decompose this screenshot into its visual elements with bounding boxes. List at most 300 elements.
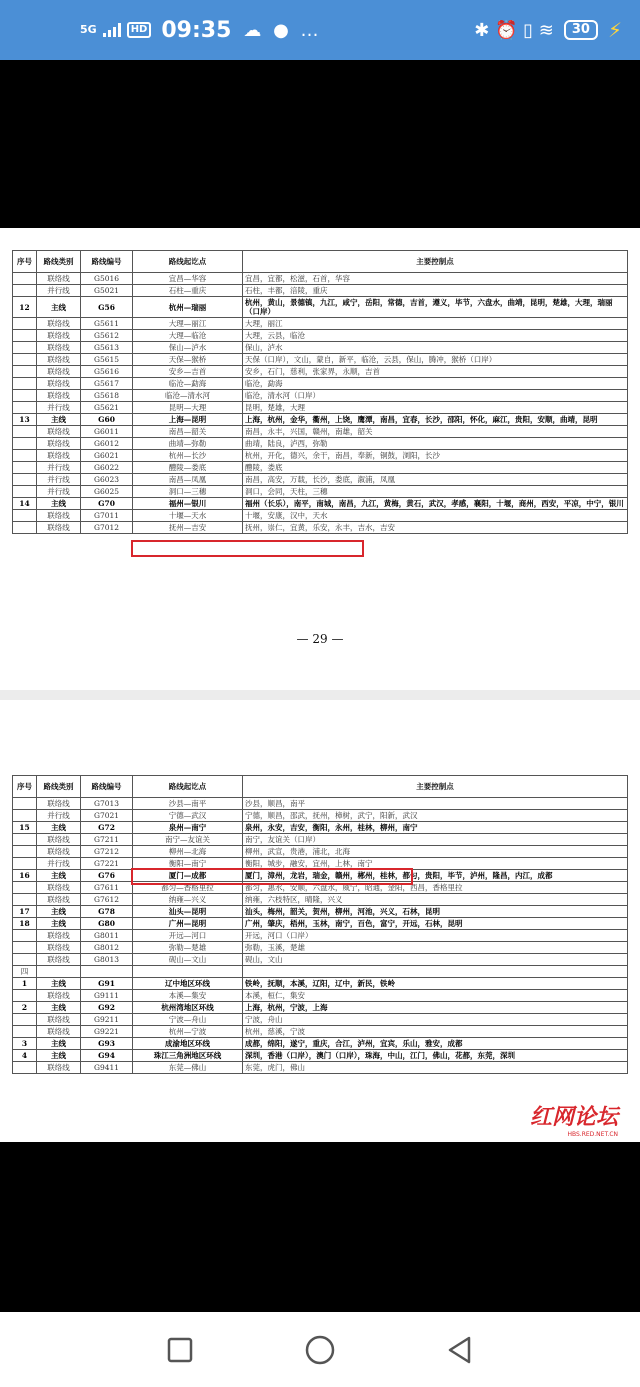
cell-type: 主线: [37, 978, 81, 990]
cell-route: 临沧—勐海: [133, 378, 243, 390]
cell-type: 并行线: [37, 285, 81, 297]
cell-no: [13, 882, 37, 894]
cell-no: 17: [13, 906, 37, 918]
cell-route: 汕头—昆明: [133, 906, 243, 918]
cell-points: 东莞，虎门，佛山: [243, 1062, 628, 1074]
cell-no: [13, 318, 37, 330]
col-header-route: 路线起讫点: [133, 776, 243, 798]
cell-code: G94: [81, 1050, 133, 1062]
cell-points: 宁德，顺昌，邵武，抚州，樟树，武宁，阳新，武汉: [243, 810, 628, 822]
cell-code: G5615: [81, 354, 133, 366]
cell-route: 杭州—宁波: [133, 1026, 243, 1038]
cell-route: 十堰—天水: [133, 510, 243, 522]
cell-route: 大理—丽江: [133, 318, 243, 330]
cell-points: [243, 966, 628, 978]
highlight-box: [131, 868, 413, 885]
cell-no: [13, 450, 37, 462]
cell-no: 14: [13, 498, 37, 510]
cell-code: G9111: [81, 990, 133, 1002]
cell-code: G8011: [81, 930, 133, 942]
cell-type: 联络线: [37, 354, 81, 366]
cell-no: [13, 462, 37, 474]
table-row: [13, 906, 628, 918]
cell-no: [13, 846, 37, 858]
cell-route: 醴陵—娄底: [133, 462, 243, 474]
cell-no: [13, 366, 37, 378]
cell-code: G76: [81, 870, 133, 882]
cell-type: [37, 966, 81, 978]
cell-no: [13, 438, 37, 450]
cell-code: G7221: [81, 858, 133, 870]
cell-points: 洞口，会同，天柱，三穗: [243, 486, 628, 498]
cell-points: 大理，云县，临沧: [243, 330, 628, 342]
cell-type: 联络线: [37, 846, 81, 858]
cell-code: G6023: [81, 474, 133, 486]
table-row: [13, 966, 628, 978]
table-row: [13, 342, 628, 354]
cell-points: 成都，绵阳，遂宁，重庆，合江，泸州，宜宾，乐山，雅安，成都: [243, 1038, 628, 1050]
cell-type: 并行线: [37, 858, 81, 870]
cell-no: 2: [13, 1002, 37, 1014]
cell-type: 联络线: [37, 522, 81, 534]
col-header-no: 序号: [13, 251, 37, 273]
cell-points: 昆明，楚雄，大理: [243, 402, 628, 414]
table-row: [13, 954, 628, 966]
table-row: [13, 798, 628, 810]
cell-type: 联络线: [37, 894, 81, 906]
cell-type: 主线: [37, 822, 81, 834]
cell-route: 本溪—集安: [133, 990, 243, 1002]
hd-badge: HD: [127, 22, 152, 38]
cell-no: [13, 1014, 37, 1026]
cell-no: 18: [13, 918, 37, 930]
cell-route: 南昌—韶关: [133, 426, 243, 438]
cell-code: G80: [81, 918, 133, 930]
table-row: [13, 510, 628, 522]
cell-route: 曲靖—弥勒: [133, 438, 243, 450]
cell-code: G93: [81, 1038, 133, 1050]
table-row: [13, 1038, 628, 1050]
cell-route: 南昌—凤凰: [133, 474, 243, 486]
cell-type: 主线: [37, 870, 81, 882]
cell-type: 联络线: [37, 1062, 81, 1074]
cell-points: 杭州，慈溪，宁波: [243, 1026, 628, 1038]
cell-points: 砚山，文山: [243, 954, 628, 966]
table-row: [13, 318, 628, 330]
cell-no: [13, 798, 37, 810]
cell-type: 联络线: [37, 834, 81, 846]
highlight-box: [131, 540, 364, 557]
cell-route: 石柱—重庆: [133, 285, 243, 297]
cell-type: 联络线: [37, 318, 81, 330]
status-bar: [0, 0, 640, 60]
table-row: [13, 1026, 628, 1038]
system-icons: ✱ ⏰ ▯ ≋: [474, 19, 554, 41]
cell-type: 联络线: [37, 990, 81, 1002]
cell-route: 都匀—香格里拉: [133, 882, 243, 894]
table-row: [13, 486, 628, 498]
cell-no: [13, 390, 37, 402]
watermark-logo: [530, 1100, 618, 1138]
cell-type: 联络线: [37, 798, 81, 810]
cell-points: 弥勒，玉溪，楚雄: [243, 942, 628, 954]
cell-type: 主线: [37, 1050, 81, 1062]
cell-points: 开远，河口（口岸）: [243, 930, 628, 942]
cell-code: G7021: [81, 810, 133, 822]
cell-route: 昆明—大理: [133, 402, 243, 414]
cell-points: 福州（长乐），南平，南城，南昌，九江，黄梅，黄石，武汉，孝感，襄阳，十堰，商州，西安，平凉，中宁，银川: [243, 498, 628, 510]
table-row: [13, 1014, 628, 1026]
cell-type: 主线: [37, 297, 81, 318]
cell-type: 联络线: [37, 882, 81, 894]
cell-points: 醴陵，娄底: [243, 462, 628, 474]
status-right: [474, 18, 622, 42]
cell-code: G92: [81, 1002, 133, 1014]
cell-no: 1: [13, 978, 37, 990]
cell-code: G5021: [81, 285, 133, 297]
table-row: [13, 402, 628, 414]
cell-no: [13, 810, 37, 822]
cell-code: G72: [81, 822, 133, 834]
square-icon: [166, 1336, 194, 1364]
cell-points: 大理，丽江: [243, 318, 628, 330]
recents-button[interactable]: [160, 1330, 200, 1370]
cell-points: 石柱，丰都，涪陵，重庆: [243, 285, 628, 297]
cell-code: G91: [81, 978, 133, 990]
cell-points: 杭州，黄山，景德镇，九江，咸宁，岳阳，常德，吉首，遵义，毕节，六盘水，曲靖，昆明，楚雄，大理，瑞丽（口岸）: [243, 297, 628, 318]
table-row: [13, 426, 628, 438]
cell-no: [13, 894, 37, 906]
table-row: [13, 1002, 628, 1014]
table-row: [13, 474, 628, 486]
cell-type: 主线: [37, 906, 81, 918]
col-header-code: 路线编号: [81, 776, 133, 798]
col-header-points: 主要控制点: [243, 251, 628, 273]
cell-type: 联络线: [37, 378, 81, 390]
cell-type: 联络线: [37, 954, 81, 966]
cell-type: 并行线: [37, 462, 81, 474]
cell-type: 主线: [37, 1002, 81, 1014]
network-type: 5G: [80, 23, 97, 36]
cell-code: G5621: [81, 402, 133, 414]
cell-points: 南宁，友谊关（口岸）: [243, 834, 628, 846]
cell-code: G5618: [81, 390, 133, 402]
cell-points: 抚州，崇仁，宜黄，乐安，永丰，吉水，吉安: [243, 522, 628, 534]
table-row: [13, 498, 628, 510]
cell-points: 南昌，高安，万载，长沙，娄底，溆浦，凤凰: [243, 474, 628, 486]
cell-no: [13, 1026, 37, 1038]
notification-icons: ☁ ● …: [243, 19, 322, 41]
cell-route: 南宁—友谊关: [133, 834, 243, 846]
cell-code: G5616: [81, 366, 133, 378]
table-row: [13, 834, 628, 846]
road-table: [12, 250, 628, 534]
col-header-route: 路线起讫点: [133, 251, 243, 273]
cell-code: G7611: [81, 882, 133, 894]
table-row: [13, 810, 628, 822]
cell-code: G60: [81, 414, 133, 426]
cell-type: 联络线: [37, 450, 81, 462]
cell-no: 12: [13, 297, 37, 318]
cell-points: 保山，泸水: [243, 342, 628, 354]
cell-type: 联络线: [37, 930, 81, 942]
col-header-code: 路线编号: [81, 251, 133, 273]
cell-no: [13, 990, 37, 1002]
table-row: [13, 918, 628, 930]
charging-icon: ⚡: [607, 18, 622, 42]
cell-route: 保山—泸水: [133, 342, 243, 354]
cell-route: 上海—昆明: [133, 414, 243, 426]
cell-no: [13, 378, 37, 390]
cell-points: 沙县，顺昌，南平: [243, 798, 628, 810]
cell-code: G5016: [81, 273, 133, 285]
circle-icon: [304, 1334, 336, 1366]
cell-no: [13, 1062, 37, 1074]
cell-route: 大理—临沧: [133, 330, 243, 342]
cell-points: 本溪，桓仁，集安: [243, 990, 628, 1002]
table-row: [13, 1062, 628, 1074]
home-button[interactable]: [300, 1330, 340, 1370]
cell-code: G7211: [81, 834, 133, 846]
cell-code: G7612: [81, 894, 133, 906]
clock: 09:35: [161, 17, 232, 43]
cell-points: 曲靖，陆良，泸西，弥勒: [243, 438, 628, 450]
cell-no: 3: [13, 1038, 37, 1050]
cell-code: G7012: [81, 522, 133, 534]
cell-no: [13, 330, 37, 342]
cell-no: [13, 273, 37, 285]
document-page-30: [0, 700, 640, 1142]
cell-no: [13, 402, 37, 414]
table-row: [13, 378, 628, 390]
cell-type: 并行线: [37, 810, 81, 822]
cell-no: 4: [13, 1050, 37, 1062]
table-row: [13, 273, 628, 285]
watermark-subtext: HBS.RED.NET.CN: [567, 1131, 618, 1138]
cell-no: [13, 474, 37, 486]
cell-points: 柳州，武宣，贵港，浦北，北海: [243, 846, 628, 858]
cell-points: 深圳，香港（口岸），澳门（口岸），珠海，中山，江门，佛山，花都，东莞，深圳: [243, 1050, 628, 1062]
cell-no: 15: [13, 822, 37, 834]
table-row: [13, 285, 628, 297]
cell-no: [13, 426, 37, 438]
cell-route: 杭州—瑞丽: [133, 297, 243, 318]
col-header-type: 路线类别: [37, 251, 81, 273]
table-row: [13, 990, 628, 1002]
cell-no: [13, 942, 37, 954]
cell-route: 宜昌—华容: [133, 273, 243, 285]
cell-route: 福州—银川: [133, 498, 243, 510]
cell-code: G5611: [81, 318, 133, 330]
cell-points: 衡阳，城步，融安，宜州，上林，南宁: [243, 858, 628, 870]
table-row: [13, 942, 628, 954]
cell-points: 都匀，惠水，安顺，六盘水，威宁，昭通，金阳，西昌，香格里拉: [243, 882, 628, 894]
cell-route: 临沧—清水河: [133, 390, 243, 402]
col-header-type: 路线类别: [37, 776, 81, 798]
cell-code: [81, 966, 133, 978]
cell-no: [13, 930, 37, 942]
cell-points: 汕头，梅州，韶关，贺州，柳州，河池，兴义，石林，昆明: [243, 906, 628, 918]
table-row: [13, 297, 628, 318]
cell-no: [13, 342, 37, 354]
cell-type: 主线: [37, 1038, 81, 1050]
cell-code: G9411: [81, 1062, 133, 1074]
cell-route: 辽中地区环线: [133, 978, 243, 990]
table-row: [13, 438, 628, 450]
cell-type: 联络线: [37, 1014, 81, 1026]
cell-route: 宁德—武汉: [133, 810, 243, 822]
cell-route: 宁波—舟山: [133, 1014, 243, 1026]
navigation-bar: [0, 1312, 640, 1387]
cell-route: 杭州—长沙: [133, 450, 243, 462]
col-header-points: 主要控制点: [243, 776, 628, 798]
cell-no: [13, 858, 37, 870]
cell-no: [13, 522, 37, 534]
cell-type: 联络线: [37, 273, 81, 285]
cell-points: 南昌，永丰，兴国，赣州，南雄，韶关: [243, 426, 628, 438]
cell-no: [13, 486, 37, 498]
cell-code: G6012: [81, 438, 133, 450]
cell-route: [133, 966, 243, 978]
cell-type: 联络线: [37, 942, 81, 954]
cell-points: 天保（口岸），文山，蒙自，新平，临沧，云县，保山，腾冲，猴桥（口岸）: [243, 354, 628, 366]
cell-points: 纳雍，六枝特区，晴隆，兴义: [243, 894, 628, 906]
cell-route: 厦门—成都: [133, 870, 243, 882]
cell-route: 纳雍—兴义: [133, 894, 243, 906]
table-row: [13, 522, 628, 534]
cell-type: 联络线: [37, 342, 81, 354]
cell-code: G6021: [81, 450, 133, 462]
cell-route: 砚山—文山: [133, 954, 243, 966]
cell-points: 安乡，石门，慈利，张家界，永顺，吉首: [243, 366, 628, 378]
cell-type: 并行线: [37, 474, 81, 486]
cell-points: 杭州，开化，德兴，余干，南昌，奉新，铜鼓，浏阳，长沙: [243, 450, 628, 462]
cell-route: 珠江三角洲地区环线: [133, 1050, 243, 1062]
cell-no: [13, 354, 37, 366]
cell-points: 厦门，漳州，龙岩，瑞金，赣州，郴州，桂林，都匀，贵阳，毕节，泸州，隆昌，内江，成都: [243, 870, 628, 882]
cell-points: 上海，杭州，金华，衢州，上饶，鹰潭，南昌，宜春，长沙，邵阳，怀化，麻江，贵阳，安顺，曲靖，昆明: [243, 414, 628, 426]
cell-route: 东莞—佛山: [133, 1062, 243, 1074]
cell-type: 联络线: [37, 438, 81, 450]
table-row: [13, 846, 628, 858]
page-divider: [0, 690, 640, 700]
document-page-29: [0, 228, 640, 690]
cell-type: 联络线: [37, 330, 81, 342]
col-header-no: 序号: [13, 776, 37, 798]
cell-type: 并行线: [37, 486, 81, 498]
table-row: [13, 354, 628, 366]
cell-type: 主线: [37, 918, 81, 930]
cell-route: 抚州—吉安: [133, 522, 243, 534]
cell-points: 广州，肇庆，梧州，玉林，南宁，百色，富宁，开远，石林，昆明: [243, 918, 628, 930]
table-row: [13, 978, 628, 990]
cell-code: G56: [81, 297, 133, 318]
cell-code: G78: [81, 906, 133, 918]
cell-code: G6011: [81, 426, 133, 438]
battery-icon: 30: [564, 20, 598, 40]
cell-no: 四: [13, 966, 37, 978]
cell-type: 主线: [37, 498, 81, 510]
cell-code: G9221: [81, 1026, 133, 1038]
cell-route: 杭州湾地区环线: [133, 1002, 243, 1014]
cell-code: G5612: [81, 330, 133, 342]
cell-no: 16: [13, 870, 37, 882]
cell-points: 宁波，舟山: [243, 1014, 628, 1026]
table-row: [13, 894, 628, 906]
cell-points: 临沧，清水河（口岸）: [243, 390, 628, 402]
cell-no: [13, 285, 37, 297]
cell-type: 联络线: [37, 1026, 81, 1038]
cell-route: 弥勒—楚雄: [133, 942, 243, 954]
cell-type: 并行线: [37, 402, 81, 414]
cell-code: G8013: [81, 954, 133, 966]
cell-code: G8012: [81, 942, 133, 954]
cell-no: [13, 510, 37, 522]
cell-code: G7011: [81, 510, 133, 522]
table-row: [13, 414, 628, 426]
cell-code: G70: [81, 498, 133, 510]
cell-points: 宜昌，宜都，松滋，石首，华容: [243, 273, 628, 285]
table-row: [13, 366, 628, 378]
cell-points: 上海，杭州，宁波，上海: [243, 1002, 628, 1014]
cell-type: 联络线: [37, 426, 81, 438]
cell-route: 泉州—南宁: [133, 822, 243, 834]
cell-route: 广州—昆明: [133, 918, 243, 930]
cell-no: [13, 834, 37, 846]
cell-code: G9211: [81, 1014, 133, 1026]
cell-type: 联络线: [37, 510, 81, 522]
cell-code: G7013: [81, 798, 133, 810]
signal-icon: [103, 23, 121, 37]
status-left: [80, 18, 322, 43]
road-table: [12, 775, 628, 1074]
page-number: — 29 —: [296, 632, 344, 646]
cell-code: G5613: [81, 342, 133, 354]
cell-points: 十堰，安康，汉中，天水: [243, 510, 628, 522]
table-row: [13, 822, 628, 834]
table-row: [13, 450, 628, 462]
back-button[interactable]: [440, 1330, 480, 1370]
cell-route: 天保—猴桥: [133, 354, 243, 366]
triangle-back-icon: [446, 1335, 474, 1365]
cell-no: 13: [13, 414, 37, 426]
table-row: [13, 330, 628, 342]
cell-code: G5617: [81, 378, 133, 390]
cell-route: 成渝地区环线: [133, 1038, 243, 1050]
cell-route: 开远—河口: [133, 930, 243, 942]
cell-points: 泉州，永安，吉安，衡阳，永州，桂林，柳州，南宁: [243, 822, 628, 834]
cell-type: 联络线: [37, 366, 81, 378]
cell-route: 安乡—吉首: [133, 366, 243, 378]
cell-points: 临沧，勐海: [243, 378, 628, 390]
cell-code: G6025: [81, 486, 133, 498]
table-row: [13, 390, 628, 402]
cell-type: 联络线: [37, 390, 81, 402]
cell-code: G7212: [81, 846, 133, 858]
cell-route: 沙县—南平: [133, 798, 243, 810]
watermark-text: 红网论坛: [529, 1105, 618, 1130]
cell-route: 衡阳—南宁: [133, 858, 243, 870]
cell-no: [13, 954, 37, 966]
cell-route: 柳州—北海: [133, 846, 243, 858]
cell-points: 铁岭，抚顺，本溪，辽阳，辽中，新民，铁岭: [243, 978, 628, 990]
table-row: [13, 930, 628, 942]
cell-code: G6022: [81, 462, 133, 474]
cell-route: 洞口—三穗: [133, 486, 243, 498]
table-row: [13, 1050, 628, 1062]
table-row: [13, 462, 628, 474]
cell-type: 主线: [37, 414, 81, 426]
